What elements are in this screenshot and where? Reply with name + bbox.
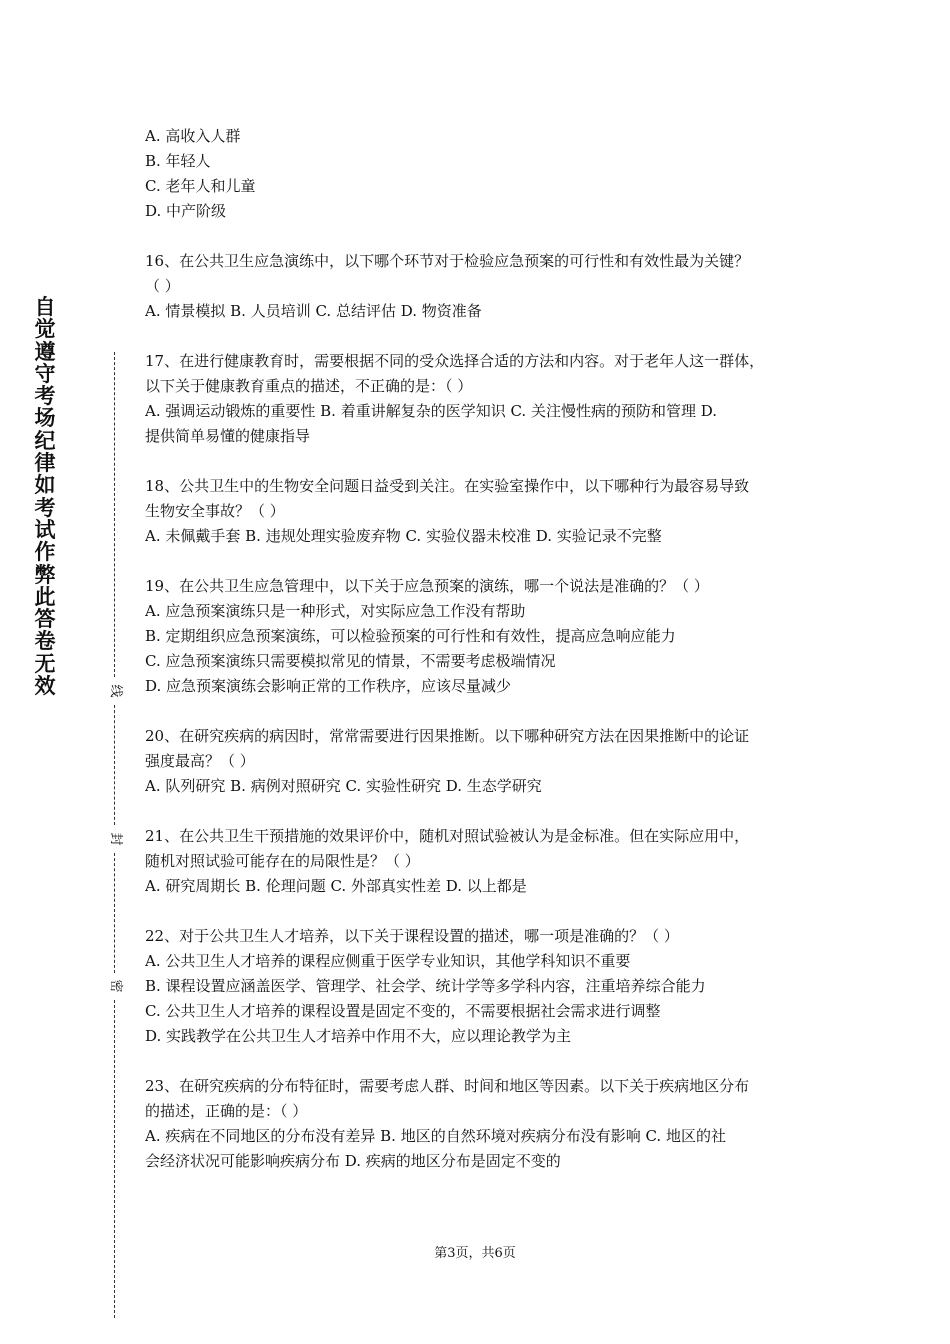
option-line: A. 强调运动锻炼的重要性 B. 着重讲解复杂的医学知识 C. 关注慢性病的预防和管理 D. [145, 402, 717, 420]
option-line: C. 老年人和儿童 [145, 177, 256, 195]
exam-content [145, 124, 825, 1174]
question-line: 的描述，正确的是：（ ） [145, 1102, 308, 1120]
question-17 [145, 349, 825, 449]
question-16 [145, 249, 825, 324]
binding-line-segment [114, 705, 115, 825]
continued-options [145, 124, 825, 224]
binding-line-segment [114, 1000, 115, 1318]
option-line: C. 公共卫生人才培养的课程设置是固定不变的，不需要根据社会需求进行调整 [145, 1002, 661, 1020]
exam-discipline-notice: 自觉遵守考场纪律如考试作弊此答卷无效 [34, 295, 56, 699]
question-line: 强度最高？（ ） [145, 752, 255, 770]
option-line: 提供简单易懂的健康指导 [145, 427, 311, 445]
option-line: A. 疾病在不同地区的分布没有差异 B. 地区的自然环境对疾病分布没有影响 C. 地区的社 [145, 1127, 726, 1145]
option-line: 会经济状况可能影响疾病分布 D. 疾病的地区分布是固定不变的 [145, 1152, 561, 1170]
option-line: D. 实践教学在公共卫生人才培养中作用不大，应以理论教学为主 [145, 1027, 572, 1045]
option-line: B. 年轻人 [145, 152, 211, 170]
option-line: A. 高收入人群 [145, 127, 241, 145]
seal-label-secret: 密 [106, 977, 124, 995]
question-line: 20、在研究疾病的病因时，常常需要进行因果推断。以下哪种研究方法在因果推断中的论证 [145, 727, 750, 745]
binding-line-segment [114, 853, 115, 973]
question-line: 19、在公共卫生应急管理中，以下关于应急预案的演练，哪一个说法是准确的？（ ） [145, 577, 709, 595]
option-line: A. 公共卫生人才培养的课程应侧重于医学专业知识，其他学科知识不重要 [145, 952, 631, 970]
binding-line-segment [114, 352, 115, 677]
question-line: 以下关于健康教育重点的描述，不正确的是：（ ） [145, 377, 473, 395]
question-line: 23、在研究疾病的分布特征时，需要考虑人群、时间和地区等因素。以下关于疾病地区分布 [145, 1077, 750, 1095]
question-19 [145, 574, 825, 699]
seal-label-line: 线 [106, 682, 124, 700]
option-line: A. 情景模拟 B. 人员培训 C. 总结评估 D. 物资准备 [145, 302, 482, 320]
option-line: A. 应急预案演练只是一种形式，对实际应急工作没有帮助 [145, 602, 526, 620]
question-18 [145, 474, 825, 549]
option-line: C. 应急预案演练只需要模拟常见的情景，不需要考虑极端情况 [145, 652, 556, 670]
question-line: 17、在进行健康教育时，需要根据不同的受众选择合适的方法和内容。对于老年人这一群体， [145, 352, 765, 370]
question-23 [145, 1074, 825, 1174]
option-line: A. 研究周期长 B. 伦理问题 C. 外部真实性差 D. 以上都是 [145, 877, 527, 895]
option-line: B. 课程设置应涵盖医学、管理学、社会学、统计学等多学科内容，注重培养综合能力 [145, 977, 706, 995]
option-line: A. 未佩戴手套 B. 违规处理实验废弃物 C. 实验仪器未校准 D. 实验记录不完整 [145, 527, 662, 545]
seal-label-seal: 封 [106, 830, 124, 848]
question-20 [145, 724, 825, 799]
question-line: 18、公共卫生中的生物安全问题日益受到关注。在实验室操作中，以下哪种行为最容易导致 [145, 477, 750, 495]
question-line: 生物安全事故？（ ） [145, 502, 285, 520]
option-line: B. 定期组织应急预案演练，可以检验预案的可行性和有效性，提高应急响应能力 [145, 627, 676, 645]
page-number: 第3页，共6页 [434, 1246, 516, 1261]
question-21 [145, 824, 825, 899]
option-line: D. 中产阶级 [145, 202, 227, 220]
option-line: A. 队列研究 B. 病例对照研究 C. 实验性研究 D. 生态学研究 [145, 777, 542, 795]
question-line: （ ） [145, 277, 180, 295]
option-line: D. 应急预案演练会影响正常的工作秩序，应该尽量减少 [145, 677, 512, 695]
question-line: 随机对照试验可能存在的局限性是？（ ） [145, 852, 420, 870]
question-22 [145, 924, 825, 1049]
question-line: 16、在公共卫生应急演练中，以下哪个环节对于检验应急预案的可行性和有效性最为关键？ [145, 252, 750, 270]
question-line: 21、在公共卫生干预措施的效果评价中，随机对照试验被认为是金标准。但在实际应用中， [145, 827, 750, 845]
question-line: 22、对于公共卫生人才培养，以下关于课程设置的描述，哪一项是准确的？（ ） [145, 927, 679, 945]
